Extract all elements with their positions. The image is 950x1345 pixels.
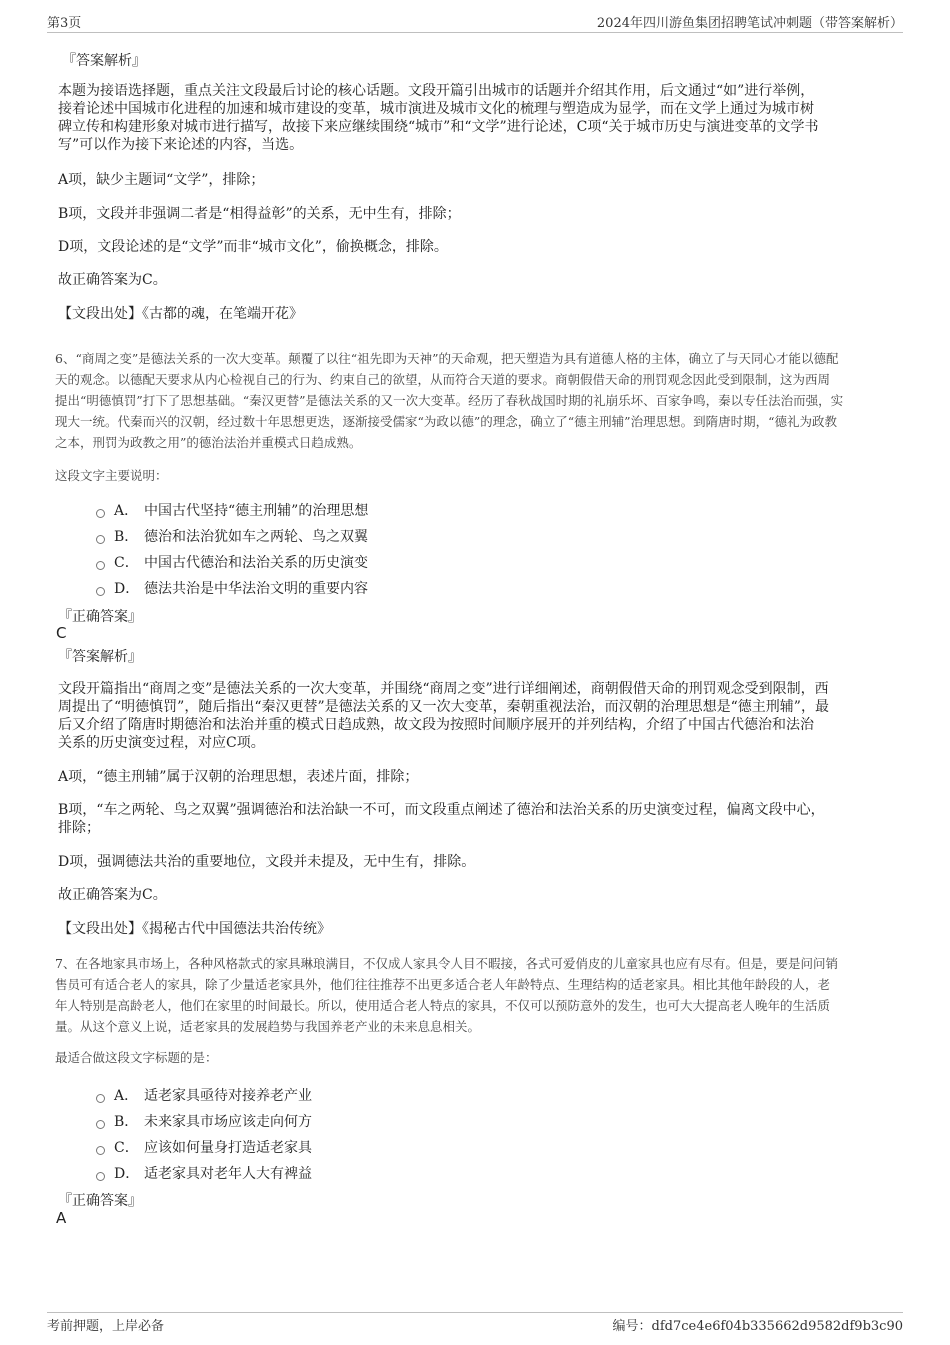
q6-prompt: 这段文字主要说明：: [55, 468, 168, 483]
page-header: [47, 12, 903, 33]
q6-exclusion-a: A项，“德主刑辅”属于汉朝的治理思想，表述片面，排除；: [58, 769, 419, 785]
q7-stem: [55, 953, 905, 1037]
q6-stem-line: 6、“商周之变”是德法关系的一次大变革。颠覆了以往“祖先即为天神”的天命观，把天塑造为具有道德人格的主体，确立了与天同心才能以德配: [55, 351, 839, 366]
q7-prompt: 最适合做这段文字标题的是：: [55, 1050, 218, 1065]
q7-option-a[interactable]: [96, 1085, 312, 1105]
q6-analysis-label: 『答案解析』: [58, 649, 142, 665]
option-letter: B．: [114, 529, 139, 545]
q7-option-d[interactable]: [96, 1163, 312, 1183]
option-text: 中国古代坚持“德主刑辅”的治理思想: [144, 503, 369, 519]
radio-icon[interactable]: [96, 1172, 105, 1181]
option-letter: D．: [114, 581, 140, 597]
q7-stem-line: 售员可有适合老人的家具，除了少量适老家具外，他们往往推荐不出更多适合老人年龄特点、生理结构的适老家具。相比其他年龄段的人，老: [55, 977, 831, 992]
option-text: 未来家具市场应该走向何方: [144, 1114, 312, 1130]
q6-stem-line: 天的观念。以德配天要求从内心检视自己的行为、约束自己的欲望，从而符合天道的要求。商朝假借天命的刑罚观念因此受到限制，这为西周: [55, 372, 831, 387]
q6-analysis-line: 周提出了“明德慎罚”，随后指出“秦汉更替”是德法关系的又一次大变革，秦朝重视法治，而汉朝的治理思想是“德主刑辅”，最: [58, 699, 829, 715]
q6-exclusion-d: D项，强调德法共治的重要地位，文段并未提及，无中生有，排除。: [58, 854, 476, 870]
q6-stem: [55, 348, 905, 453]
q6-correct-label: 『正确答案』: [58, 609, 142, 625]
radio-icon[interactable]: [96, 1146, 105, 1155]
q5-exclusion-a: A项，缺少主题词“文学”，排除；: [58, 172, 265, 188]
q7-stem-line: 7、在各地家具市场上，各种风格款式的家具琳琅满目，不仅成人家具令人目不暇接，各式可爱俏皮的儿童家具也应有尽有。但是，要是问问销: [55, 956, 838, 971]
option-letter: C．: [114, 555, 139, 571]
option-text: 德法共治是中华法治文明的重要内容: [144, 581, 368, 597]
q7-stem-line: 量。从这个意义上说，适老家具的发展趋势与我国养老产业的未来息息相关。: [55, 1019, 481, 1034]
q7-correct-label: 『正确答案』: [58, 1193, 142, 1209]
q6-option-d[interactable]: [96, 578, 368, 598]
page-number: 第3页: [47, 16, 82, 31]
q6-stem-line: 提出“明德慎罚”打下了思想基础。“秦汉更替”是德法关系的又一次大变革。经历了春秋战国时期的礼崩乐坏、百家争鸣，秦以专任法治而强，实: [55, 393, 844, 408]
document-code: 编号：dfd7ce4e6f04b335662d9582df9b3c90: [612, 1319, 903, 1334]
q6-correct-answer: C: [56, 624, 67, 642]
q5-analysis-line: 接着论述中国城市化进程的加速和城市建设的变革，城市演进及城市文化的梳理与塑造成为显学，而在文学上通过为城市树: [58, 101, 814, 117]
radio-icon[interactable]: [96, 509, 105, 518]
radio-icon[interactable]: [96, 1094, 105, 1103]
q7-correct-answer: A: [56, 1209, 67, 1227]
option-letter: A．: [114, 1088, 139, 1104]
option-letter: A．: [114, 503, 139, 519]
q6-conclusion: 故正确答案为C。: [58, 887, 167, 903]
q5-exclusion-d: D项，文段论述的是“文学”而非“城市文化”，偷换概念，排除。: [58, 239, 448, 255]
radio-icon[interactable]: [96, 587, 105, 596]
q6-analysis-line: 文段开篇指出“商周之变”是德法关系的一次大变革，并围绕“商周之变”进行详细阐述，商朝假借天命的刑罚观念受到限制，西: [58, 681, 829, 697]
q5-conclusion: 故正确答案为C。: [58, 272, 167, 288]
option-letter: B．: [114, 1114, 139, 1130]
q5-analysis-label: 『答案解析』: [62, 53, 146, 69]
document-title: 2024年四川游鱼集团招聘笔试冲刺题（带答案解析）: [596, 16, 903, 31]
q5-analysis-line: 碑立传和构建形象对城市进行描写，故接下来应继续围绕“城市”和“文学”进行论述，C项“关于城市历史与演进变革的文学书: [58, 119, 819, 135]
option-text: 中国古代德治和法治关系的历史演变: [144, 555, 368, 571]
option-text: 德治和法治犹如车之两轮、鸟之双翼: [144, 529, 368, 545]
q6-option-a[interactable]: [96, 500, 368, 520]
q5-analysis-line: 本题为接语选择题，重点关注文段最后讨论的核心话题。文段开篇引出城市的话题并介绍其作用，后文通过“如”进行举例，: [58, 83, 815, 99]
q5-source: 【文段出处】《古都的魂，在笔端开花》: [58, 306, 303, 322]
q5-analysis: [58, 82, 898, 154]
footer-slogan: 考前押题，上岸必备: [47, 1319, 165, 1334]
q6-stem-line: 之本，刑罚为政教之用”的德治法治并重模式日趋成熟。: [55, 435, 362, 450]
q6-option-c[interactable]: [96, 552, 368, 572]
q6-exclusion-b-line: B项，“车之两轮、鸟之双翼”强调德治和法治缺一不可，而文段重点阐述了德治和法治关系的历史演变过程，偏离文段中心，: [58, 802, 825, 818]
q6-exclusion-b: [58, 801, 898, 837]
option-text: 适老家具亟待对接养老产业: [144, 1088, 312, 1104]
option-text: 应该如何量身打造适老家具: [144, 1140, 312, 1156]
page-footer: [47, 1312, 903, 1334]
q6-analysis-line: 关系的历史演变过程，对应C项。: [58, 735, 265, 751]
q6-option-b[interactable]: [96, 526, 368, 546]
option-text: 适老家具对老年人大有裨益: [144, 1166, 312, 1182]
q6-source: 【文段出处】《揭秘古代中国德法共治传统》: [58, 921, 331, 937]
q7-option-b[interactable]: [96, 1111, 312, 1131]
q5-analysis-line: 写”可以作为接下来论述的内容，当选。: [58, 137, 304, 153]
q5-exclusion-b: B项，文段并非强调二者是“相得益彰”的关系，无中生有，排除；: [58, 206, 461, 222]
option-letter: C．: [114, 1140, 139, 1156]
q6-analysis: [58, 680, 898, 752]
radio-icon[interactable]: [96, 1120, 105, 1129]
radio-icon[interactable]: [96, 561, 105, 570]
q7-stem-line: 年人特别是高龄老人，他们在家里的时间最长。所以，使用适合老人特点的家具，不仅可以预防意外的发生，也可大大提高老人晚年的生活质: [55, 998, 831, 1013]
q6-stem-line: 现大一统。代秦而兴的汉朝，经过数十年思想更迭，逐渐接受儒家“为政以德”的理念，确立了“德主刑辅”治理思想。到隋唐时期，“德礼为政教: [55, 414, 837, 429]
radio-icon[interactable]: [96, 535, 105, 544]
option-letter: D．: [114, 1166, 140, 1182]
q7-option-c[interactable]: [96, 1137, 312, 1157]
q6-analysis-line: 后又介绍了隋唐时期德治和法治并重的模式日趋成熟，故文段为按照时间顺序展开的并列结构，介绍了中国古代德治和法治: [58, 717, 814, 733]
q6-exclusion-b-line: 排除；: [58, 820, 100, 836]
